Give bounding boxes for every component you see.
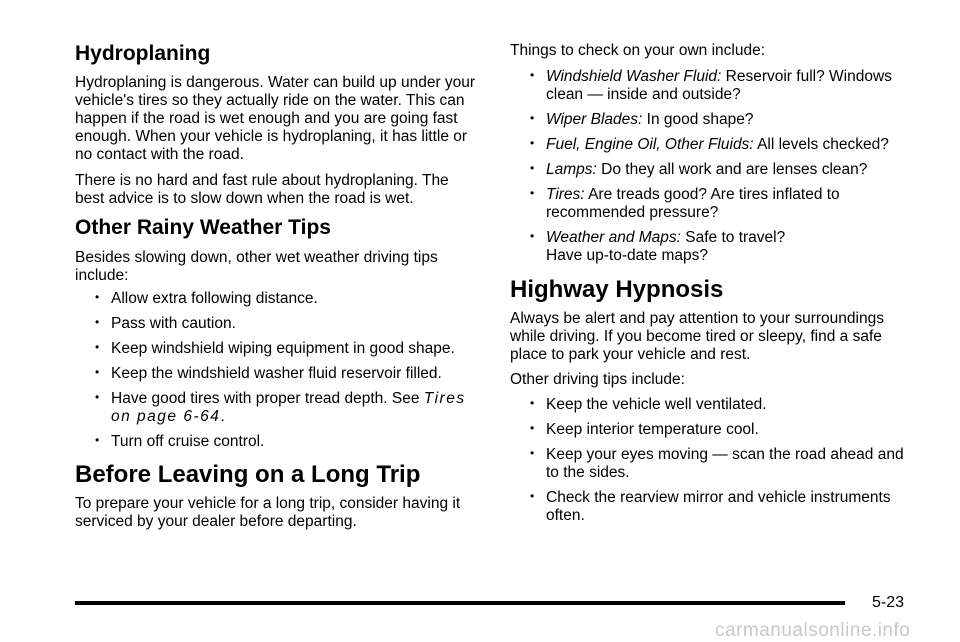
- long-trip-paragraph: To prepare your vehicle for a long trip, consider having it serviced by your dealer before departing.: [75, 495, 461, 530]
- list-item: • Weather and Maps: Safe to travel? Have up-to-date maps?: [530, 229, 786, 264]
- list-item: • Allow extra following distance.: [95, 290, 318, 307]
- bullet-icon: •: [530, 111, 535, 125]
- list-item: • Keep your eyes moving — scan the road ahead and to the sides.: [530, 446, 904, 481]
- bullet-icon: •: [530, 161, 535, 175]
- list-item: • Wiper Blades: In good shape?: [530, 111, 754, 128]
- list-item: • Keep the windshield washer fluid reservoir filled.: [95, 365, 442, 382]
- list-item: • Keep interior temperature cool.: [530, 421, 759, 438]
- checks-intro: Things to check on your own include:: [510, 42, 766, 59]
- watermark: carmanualsonline.info: [715, 620, 911, 641]
- long-trip-heading: Before Leaving on a Long Trip: [75, 461, 421, 488]
- bullet-icon: •: [530, 489, 535, 503]
- hydroplaning-heading: Hydroplaning: [75, 42, 211, 65]
- page-number: 5-23: [872, 594, 905, 611]
- list-item: • Turn off cruise control.: [95, 433, 265, 450]
- bullet-icon: •: [95, 365, 100, 379]
- rainy-weather-intro: Besides slowing down, other wet weather driving tips include:: [75, 249, 438, 284]
- hydroplaning-paragraph-1: Hydroplaning is dangerous. Water can build up under your vehicle's tires so they actually ride on the water. This can happen if the road is wet enough and you are going fast enough. When your vehicle is hydroplaning, it has little or no contact with the road.: [75, 74, 476, 163]
- bullet-icon: •: [530, 229, 535, 243]
- highway-hypnosis-heading: Highway Hypnosis: [510, 276, 724, 303]
- hydroplaning-paragraph-2: There is no hard and fast rule about hydroplaning. The best advice is to slow down when the road is wet.: [75, 172, 449, 207]
- list-item: • Lamps: Do they all work and are lenses clean?: [530, 161, 868, 178]
- tires-page-link[interactable]: Tires on page 6-64: [111, 390, 466, 425]
- list-item: • Pass with caution.: [95, 315, 236, 332]
- list-item: • Have good tires with proper tread depth. See Tires on page 6-64.: [95, 390, 466, 425]
- bullet-icon: •: [95, 390, 100, 404]
- bullet-icon: •: [530, 421, 535, 435]
- bullet-icon: •: [95, 290, 100, 304]
- bullet-icon: •: [95, 340, 100, 354]
- bullet-icon: •: [530, 68, 535, 82]
- footer-rule: [75, 601, 845, 605]
- bullet-icon: •: [530, 446, 535, 460]
- list-item: • Fuel, Engine Oil, Other Fluids: All levels checked?: [530, 136, 889, 153]
- rainy-weather-tips-list: [75, 290, 485, 458]
- list-item: • Check the rearview mirror and vehicle instruments often.: [530, 489, 891, 524]
- highway-hypnosis-paragraph: Always be alert and pay attention to your surroundings while driving. If you become tired or sleepy, find a safe place to park your vehicle and rest.: [510, 310, 884, 363]
- rainy-weather-heading: Other Rainy Weather Tips: [75, 216, 331, 239]
- bullet-icon: •: [530, 186, 535, 200]
- bullet-icon: •: [95, 315, 100, 329]
- bullet-icon: •: [530, 136, 535, 150]
- list-item: • Windshield Washer Fluid: Reservoir full? Windows clean — inside and outside?: [530, 68, 892, 103]
- list-item: • Keep the vehicle well ventilated.: [530, 396, 767, 413]
- highway-hypnosis-intro: Other driving tips include:: [510, 371, 685, 388]
- checks-list: [510, 68, 920, 272]
- driving-tips-list: [510, 396, 920, 532]
- list-item: • Keep windshield wiping equipment in good shape.: [95, 340, 455, 357]
- bullet-icon: •: [530, 396, 535, 410]
- list-item: • Tires: Are treads good? Are tires inflated to recommended pressure?: [530, 186, 840, 221]
- bullet-icon: •: [95, 433, 100, 447]
